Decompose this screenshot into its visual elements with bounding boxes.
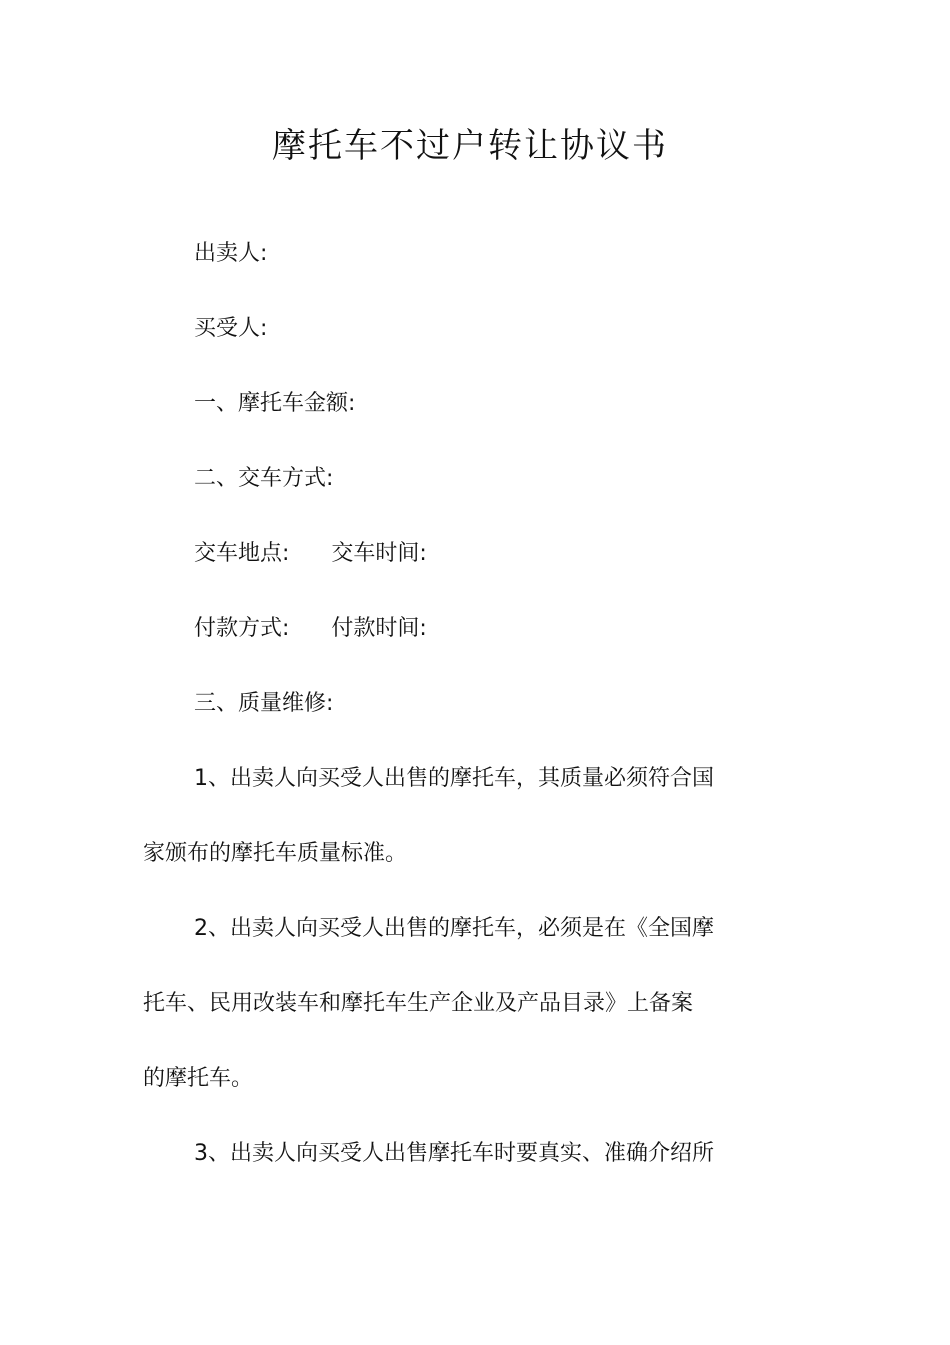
payment-method-label: 付款方式: (194, 616, 290, 641)
section-quality-repair: 三、质量维修: (194, 691, 334, 716)
payment-row (194, 614, 427, 644)
delivery-time-label: 交车时间: (331, 541, 427, 566)
delivery-place-label: 交车地点: (194, 541, 290, 566)
buyer-label: 买受人: (194, 316, 268, 341)
clause-2-line-1: 2、出卖人向买受人出售的摩托车，必须是在《全国摩 (194, 916, 714, 941)
payment-time-label: 付款时间: (331, 616, 427, 641)
clause-2-line-2: 托车、民用改装车和摩托车生产企业及产品目录》上备案 (143, 991, 694, 1016)
document-title: 摩托车不过户转让协议书 (272, 126, 668, 166)
clause-1-line-2: 家颁布的摩托车质量标准。 (143, 841, 408, 866)
delivery-row (194, 539, 427, 569)
section-amount: 一、摩托车金额: (194, 391, 356, 416)
clause-1-line-1: 1、出卖人向买受人出售的摩托车，其质量必须符合国 (194, 766, 714, 791)
section-delivery-method: 二、交车方式: (194, 466, 334, 491)
seller-label: 出卖人: (194, 241, 268, 266)
clause-3-line-1: 3、出卖人向买受人出售摩托车时要真实、准确介绍所 (194, 1141, 714, 1166)
clause-2-line-3: 的摩托车。 (143, 1066, 254, 1091)
